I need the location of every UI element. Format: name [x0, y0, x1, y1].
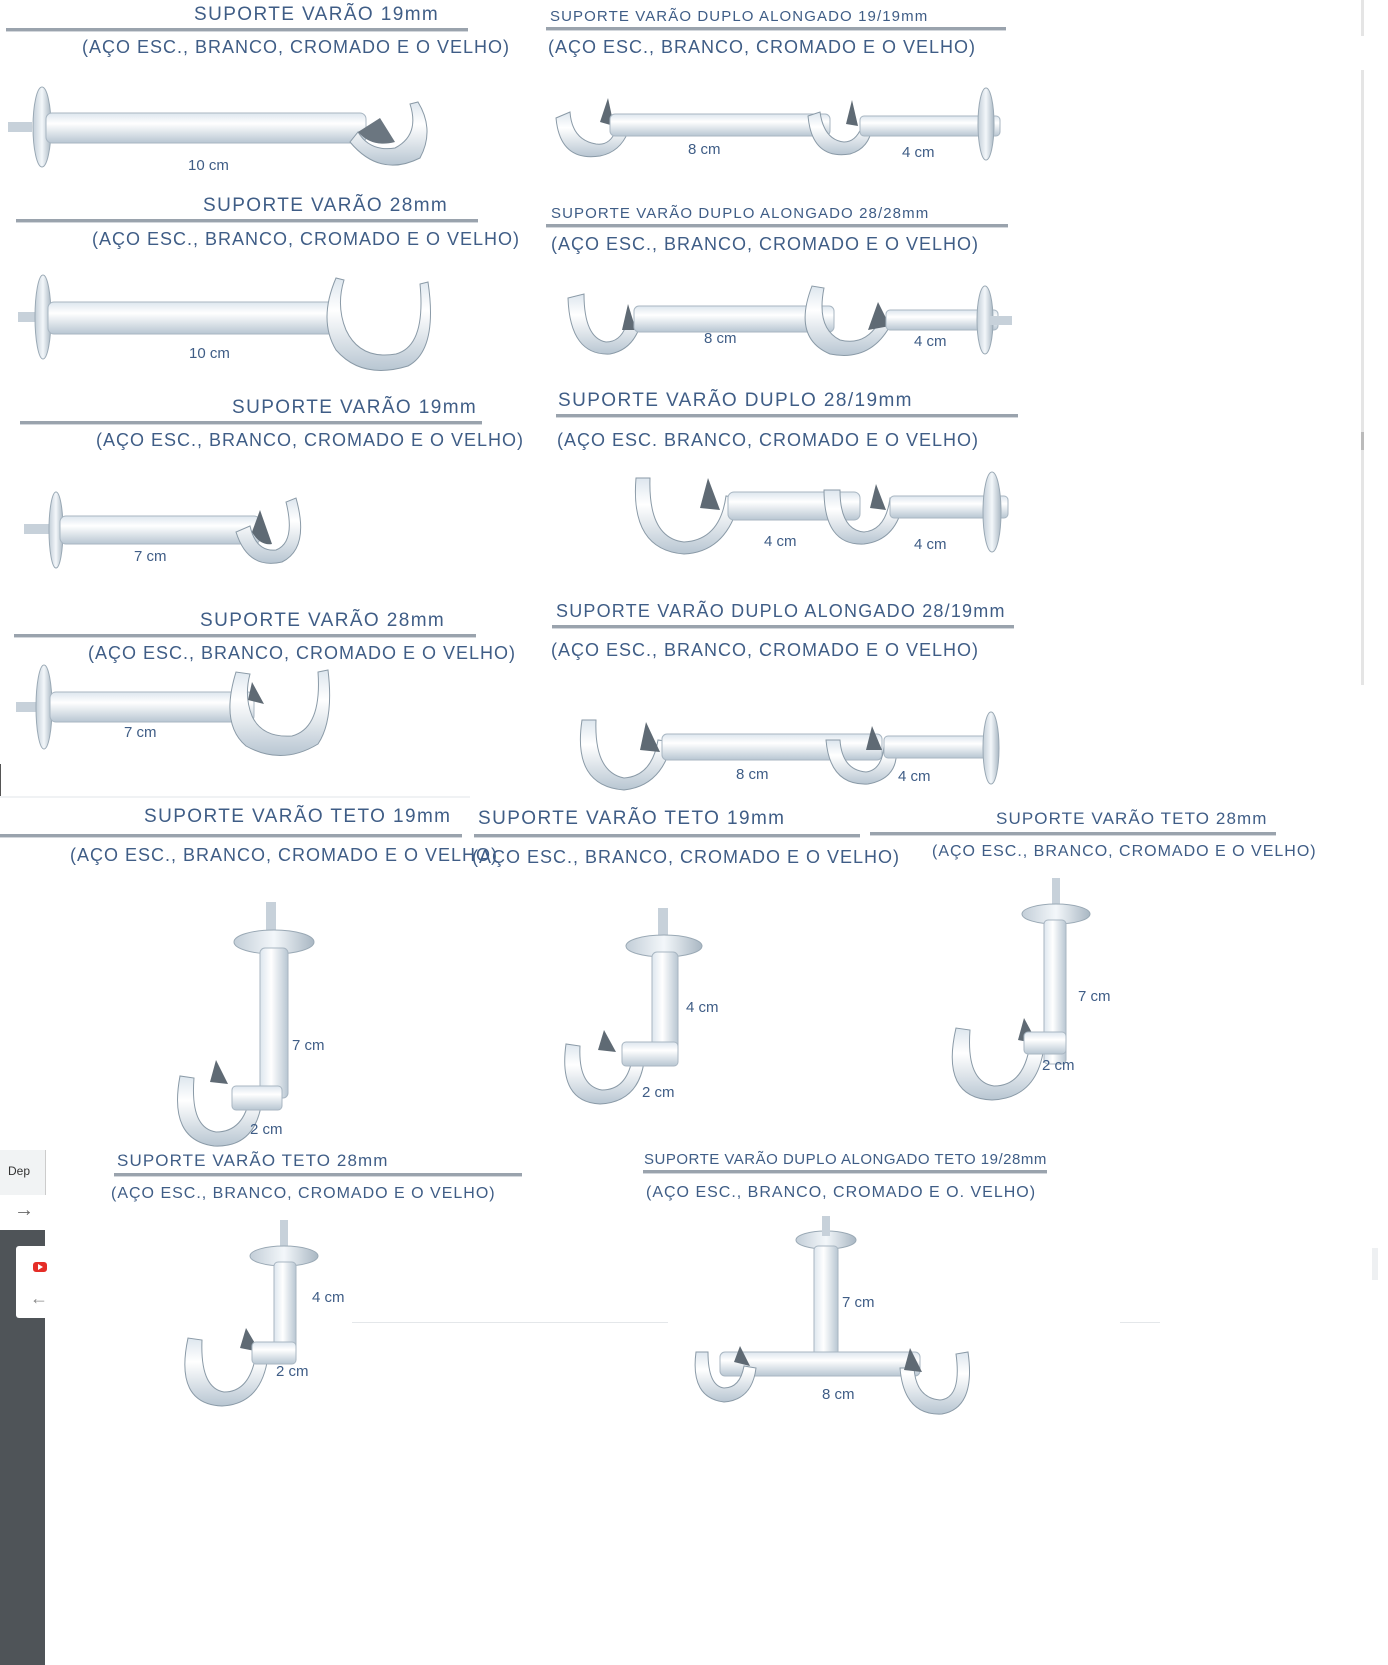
- product-subtitle: (AÇO ESC., BRANCO, CROMADO E O VELHO): [82, 37, 511, 57]
- bracket-image: [560, 906, 720, 1106]
- bracket-image: [20, 488, 320, 568]
- product-subtitle: (AÇO ESC., BRANCO, CROMADO E O VELHO): [932, 843, 1317, 860]
- dimension-label: 4 cm: [914, 333, 947, 350]
- title-divider: [14, 634, 476, 638]
- dimension-label: 4 cm: [686, 999, 719, 1016]
- product-title: SUPORTE VARÃO DUPLO ALONGADO 28/19mm: [556, 601, 1006, 621]
- bracket-image: [170, 900, 350, 1150]
- title-divider: [6, 28, 468, 32]
- title-divider: [643, 1170, 1047, 1174]
- bracket-image: [0, 80, 440, 180]
- product-title: SUPORTE VARÃO DUPLO 28/19mm: [558, 390, 913, 411]
- product-subtitle: (AÇO ESC. BRANCO, CROMADO E O VELHO): [557, 430, 980, 450]
- dimension-label: 7 cm: [134, 548, 167, 565]
- title-divider: [114, 1173, 522, 1177]
- scrollbar-track[interactable]: [1361, 0, 1364, 36]
- youtube-icon[interactable]: [33, 1262, 47, 1272]
- dimension-label: 2 cm: [250, 1121, 283, 1138]
- title-divider: [20, 421, 482, 425]
- title-divider: [870, 832, 1276, 836]
- product-title: SUPORTE VARÃO DUPLO ALONGADO TETO 19/28mm: [644, 1151, 1047, 1168]
- title-divider: [546, 27, 1006, 31]
- browser-card: [16, 1246, 48, 1318]
- bracket-image: [14, 664, 344, 764]
- product-title: SUPORTE VARÃO 19mm: [194, 4, 440, 25]
- bracket-image: [940, 876, 1120, 1106]
- tab-label: Dep: [8, 1164, 31, 1178]
- product-subtitle: (AÇO ESC., BRANCO, CROMADO E O VELHO): [88, 643, 517, 663]
- forward-arrow-icon[interactable]: →: [0, 1195, 45, 1231]
- product-title: SUPORTE VARÃO 28mm: [203, 195, 449, 216]
- divider-line: [352, 1322, 668, 1323]
- bracket-image: [180, 1218, 350, 1408]
- product-subtitle: (AÇO ESC., BRANCO, CROMADO E O VELHO): [472, 847, 901, 867]
- bracket-image: [690, 1212, 980, 1422]
- scrollbar-track[interactable]: [1361, 70, 1364, 685]
- dimension-label: 4 cm: [312, 1289, 345, 1306]
- product-subtitle: (AÇO ESC., BRANCO, CROMADO E O VELHO): [70, 845, 499, 865]
- dimension-label: 4 cm: [764, 533, 797, 550]
- product-title: SUPORTE VARÃO TETO 19mm: [478, 808, 786, 829]
- product-subtitle: (AÇO ESC., BRANCO, CROMADO E O VELHO): [92, 229, 521, 249]
- product-subtitle: (AÇO ESC., BRANCO, CROMADO E O VELHO): [551, 234, 980, 254]
- dimension-label: 2 cm: [642, 1084, 675, 1101]
- back-arrow-icon[interactable]: ←: [30, 1288, 48, 1308]
- product-subtitle: (AÇO ESC., BRANCO, CROMADO E O VELHO): [96, 430, 525, 450]
- bracket-image: [550, 82, 1010, 172]
- product-title: SUPORTE VARÃO 19mm: [232, 397, 478, 418]
- dimension-label: 7 cm: [292, 1037, 325, 1054]
- dimension-label: 2 cm: [276, 1363, 309, 1380]
- dimension-label: 8 cm: [688, 141, 721, 158]
- product-title: SUPORTE VARÃO DUPLO ALONGADO 19/19mm: [550, 8, 929, 25]
- title-divider: [16, 219, 478, 223]
- product-title: SUPORTE VARÃO TETO 28mm: [996, 809, 1268, 828]
- product-title: SUPORTE VARÃO TETO 19mm: [144, 806, 452, 827]
- title-divider: [556, 414, 1018, 418]
- title-divider: [552, 625, 1014, 629]
- divider-line: [0, 796, 470, 798]
- product-title: SUPORTE VARÃO DUPLO ALONGADO 28/28mm: [551, 205, 930, 222]
- dimension-label: 4 cm: [914, 536, 947, 553]
- title-divider: [0, 834, 462, 838]
- dimension-label: 8 cm: [704, 330, 737, 347]
- dimension-label: 4 cm: [898, 768, 931, 785]
- scrollbar-marker: [1372, 1248, 1378, 1280]
- dimension-label: 7 cm: [124, 724, 157, 741]
- title-divider: [546, 224, 1008, 228]
- dimension-label: 7 cm: [1078, 988, 1111, 1005]
- divider-line: [1120, 1322, 1160, 1323]
- dimension-label: 2 cm: [1042, 1057, 1075, 1074]
- browser-tab[interactable]: [0, 1150, 46, 1195]
- product-subtitle: (AÇO ESC., BRANCO, CROMADO E O VELHO): [111, 1185, 496, 1202]
- dimension-label: 10 cm: [189, 345, 230, 362]
- product-subtitle: (AÇO ESC., BRANCO, CROMADO E O VELHO): [548, 37, 977, 57]
- dimension-label: 7 cm: [842, 1294, 875, 1311]
- dimension-label: 4 cm: [902, 144, 935, 161]
- dimension-label: 10 cm: [188, 157, 229, 174]
- title-divider: [474, 834, 860, 838]
- product-subtitle: (AÇO ESC., BRANCO, CROMADO E O. VELHO): [646, 1184, 1037, 1201]
- bracket-image: [560, 276, 1020, 376]
- scrollbar-thumb[interactable]: [1361, 432, 1364, 450]
- dimension-label: 8 cm: [736, 766, 769, 783]
- divider-line: [0, 764, 1, 796]
- bracket-image: [0, 270, 450, 380]
- bracket-image: [576, 706, 1016, 796]
- product-subtitle: (AÇO ESC., BRANCO, CROMADO E O VELHO): [551, 640, 980, 660]
- product-title: SUPORTE VARÃO TETO 28mm: [117, 1151, 389, 1170]
- product-title: SUPORTE VARÃO 28mm: [200, 610, 446, 631]
- dimension-label: 8 cm: [822, 1386, 855, 1403]
- bracket-image: [628, 468, 1018, 568]
